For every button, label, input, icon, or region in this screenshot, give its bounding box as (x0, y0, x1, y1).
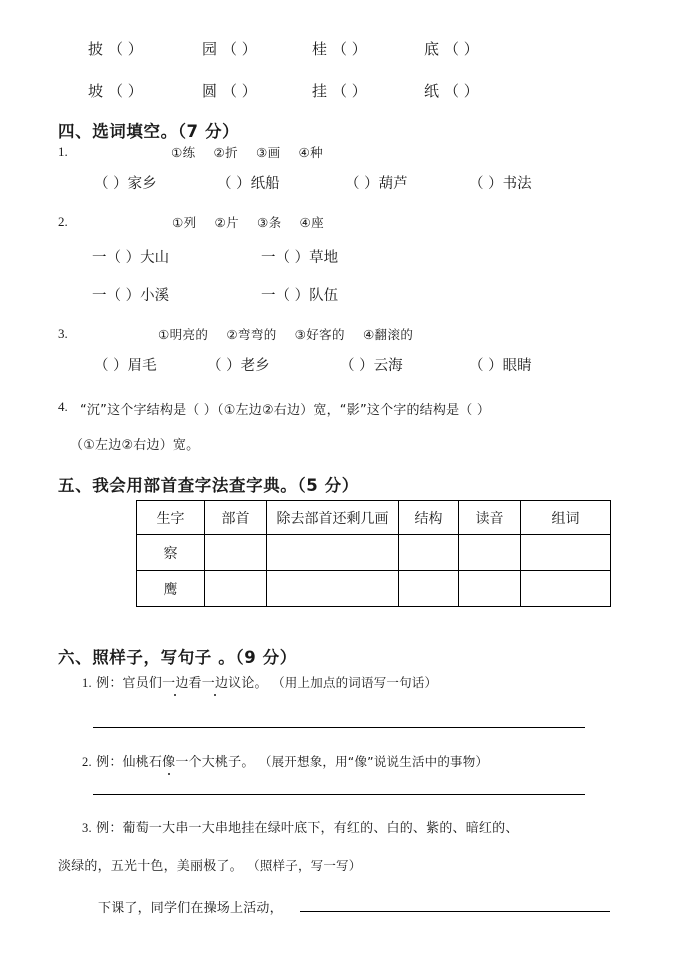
example-number: 3. (82, 821, 92, 835)
emphasis-word: 一边 (162, 676, 189, 691)
column-header-remaining-strokes: 除去部首还剩几画 (267, 501, 399, 535)
answer-blank-row (92, 284, 338, 305)
option-item[interactable]: ④座 (299, 215, 325, 230)
char-pair-row (88, 80, 479, 101)
question-number: 3. (58, 326, 68, 341)
option-item[interactable]: ②弯弯的 (226, 327, 277, 342)
pair-character: 披 (88, 40, 104, 58)
char-pair-cell (312, 80, 424, 101)
answer-blank-row (94, 354, 532, 375)
cell-remaining-strokes[interactable] (267, 535, 399, 571)
answer-line[interactable] (93, 727, 585, 728)
answer-blank[interactable]: （ ）眉毛 (94, 358, 157, 374)
char-pair-cell (202, 80, 312, 101)
option-list (158, 325, 413, 343)
pair-parenthesis[interactable]: （ ） (222, 40, 257, 58)
option-item[interactable]: ④翻滚的 (362, 327, 414, 342)
pair-parenthesis[interactable]: （ ） (222, 82, 257, 100)
char-pair-cell (88, 38, 202, 59)
question-4-line-1: “沉”这个字结构是（ ）（①左边②右边）宽，“影”这个字的结构是（ ） (80, 403, 491, 418)
example-middle: 看 (188, 676, 202, 691)
example-suffix: 一个大桃子。 (175, 755, 255, 770)
option-item[interactable]: ①列 (172, 215, 197, 230)
option-item[interactable]: ③条 (257, 215, 282, 230)
answer-blank[interactable]: （ ）葫芦 (345, 176, 408, 192)
column-header-word-formation: 组词 (521, 501, 611, 535)
emphasis-word: 一边 (201, 676, 229, 691)
pair-parenthesis[interactable]: （ ） (108, 40, 143, 58)
example-instruction: （用上加点的词语写一句话） (272, 675, 438, 690)
section-4-heading: 四、选词填空。（7 分） (58, 122, 240, 141)
pair-character: 园 (202, 40, 218, 58)
table-row (137, 535, 611, 571)
option-list (172, 213, 324, 231)
pair-character: 圆 (202, 82, 218, 100)
cell-pronunciation[interactable] (459, 571, 521, 607)
char-pair-cell (312, 38, 424, 59)
section-6-heading: 六、照样子，写句子 。（9 分） (58, 648, 297, 667)
pair-parenthesis[interactable]: （ ） (444, 40, 479, 58)
option-item[interactable]: ②片 (214, 215, 240, 230)
pair-character: 纸 (424, 82, 440, 100)
example-sentence-3 (82, 817, 519, 836)
answer-blank[interactable]: （ ）书法 (469, 176, 532, 192)
answer-blank-row (94, 172, 532, 193)
dictionary-lookup-table (136, 500, 611, 607)
column-header-structure: 结构 (399, 501, 459, 535)
answer-blank[interactable]: （ ）纸船 (217, 176, 280, 192)
question-number: 4. (58, 399, 68, 414)
cell-word-formation[interactable] (521, 535, 611, 571)
char-pair-cell (424, 80, 479, 101)
example-sentence-1 (82, 672, 437, 691)
option-item[interactable]: ②折 (213, 145, 239, 160)
cell-structure[interactable] (399, 535, 459, 571)
cell-word-formation[interactable] (521, 571, 611, 607)
table-row (137, 571, 611, 607)
option-item[interactable]: ④种 (298, 145, 324, 160)
pair-parenthesis[interactable]: （ ） (332, 40, 367, 58)
column-header-radical: 部首 (205, 501, 267, 535)
answer-blank[interactable]: 一（ ）草地 (261, 250, 339, 266)
example-number: 2. (82, 755, 92, 769)
pair-parenthesis[interactable]: （ ） (108, 82, 143, 100)
pair-character: 桂 (312, 40, 328, 58)
section-5-heading: 五、我会用部首查字法查字典。（5 分） (58, 476, 359, 495)
example-instruction: （展开想象，用“像”说说生活中的事物） (258, 754, 489, 769)
answer-blank[interactable]: （ ）眼睛 (469, 358, 532, 374)
cell-remaining-strokes[interactable] (267, 571, 399, 607)
example-prefix: 例：官员们 (96, 676, 163, 691)
example-number: 1. (82, 676, 92, 690)
cell-radical[interactable] (205, 571, 267, 607)
char-pair-cell (88, 80, 202, 101)
example-line-2: 淡绿的，五光十色，美丽极了。 (58, 859, 243, 874)
answer-blank[interactable]: 一（ ）队伍 (261, 288, 339, 304)
answer-line[interactable] (300, 911, 610, 912)
pair-character: 挂 (312, 82, 328, 100)
example-sentence-3-continued (58, 855, 361, 874)
example-prefix: 例：仙桃石 (96, 755, 163, 770)
example-sentence-2 (82, 751, 488, 770)
answer-line[interactable] (93, 794, 585, 795)
example-instruction: （照样子，写一写） (247, 858, 362, 873)
option-item[interactable]: ①练 (171, 145, 196, 160)
pair-parenthesis[interactable]: （ ） (332, 82, 367, 100)
emphasis-word: 像 (162, 755, 176, 770)
example-suffix: 议论。 (228, 676, 268, 691)
answer-blank-row (92, 246, 338, 267)
cell-character: 察 (137, 535, 205, 571)
pair-character: 底 (424, 40, 440, 58)
option-item[interactable]: ①明亮的 (158, 327, 209, 342)
cell-character: 鹰 (137, 571, 205, 607)
pair-parenthesis[interactable]: （ ） (444, 82, 479, 100)
cell-structure[interactable] (399, 571, 459, 607)
char-pair-cell (424, 38, 479, 59)
question-4-line-2: （①左边②右边）宽。 (70, 438, 200, 453)
pair-character: 坡 (88, 82, 104, 100)
answer-blank[interactable]: （ ）云海 (340, 358, 403, 374)
answer-blank[interactable]: 一（ ）小溪 (92, 288, 170, 304)
cell-pronunciation[interactable] (459, 535, 521, 571)
example-3-prompt: 下课了，同学们在操场上活动， (98, 901, 283, 916)
table-header-row (137, 501, 611, 535)
example-line-1: 例：葡萄一大串一大串地挂在绿叶底下，有红的、白的、紫的、暗红的、 (96, 821, 519, 836)
option-item[interactable]: ③好客的 (294, 327, 345, 342)
option-item[interactable]: ③画 (256, 145, 281, 160)
char-pair-cell (202, 38, 312, 59)
column-header-character: 生字 (137, 501, 205, 535)
answer-blank[interactable]: （ ）家乡 (94, 176, 157, 192)
answer-blank[interactable]: （ ）老乡 (207, 358, 270, 374)
option-list (171, 143, 323, 161)
question-number: 1. (58, 144, 68, 159)
column-header-pronunciation: 读音 (459, 501, 521, 535)
answer-blank[interactable]: 一（ ）大山 (92, 250, 170, 266)
char-pair-row (88, 38, 479, 59)
question-number: 2. (58, 214, 68, 229)
cell-radical[interactable] (205, 535, 267, 571)
